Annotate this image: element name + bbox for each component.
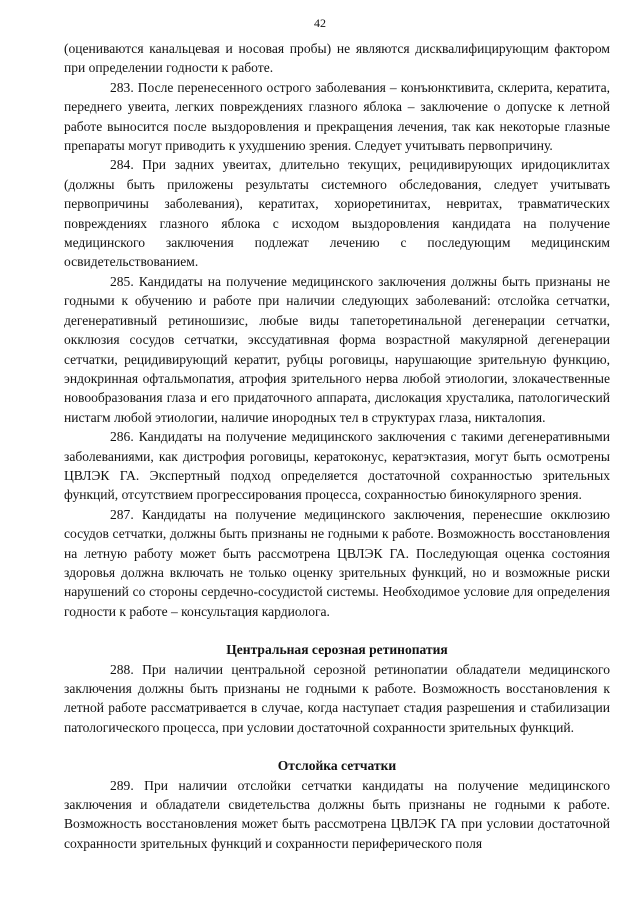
paragraph-283: 283. После перенесенного острого заболевания – конъюнктивита, склерита, кератита, переднего увеита, легких повреждениях глазного яблока – заключение о допуске к летной работе выносится после выздоровления и прекращения лечения, так как некоторые глазные препараты могут приводить к ухудшению зрения. Следует учитывать первопричину.	[64, 79, 610, 154]
paragraph-288: 288. При наличии центральной серозной ретинопатии обладатели медицинского заключения должны быть признаны не годными к работе. Возможность восстановления к летной работе рассматривается в случае, когда наступает стадия разрешения и стабилизации патологического процесса, при условии достаточной сохранности зрительных функций.	[64, 661, 610, 735]
paragraph-289: 289. При наличии отслойки сетчатки кандидаты на получение медицинского заключения и обладатели свидетельства должны быть признаны не годными к работе. Возможность восстановления может быть рассмотрена ЦВЛЭК ГА при условии достаточной сохранности зрительных функций и сохранности периферического поля	[64, 777, 610, 851]
page-number: 42	[314, 16, 326, 30]
document-body	[64, 39, 610, 853]
paragraph-284: 284. При задних увеитах, длительно текущих, рецидивирующих иридоциклитах (должны быть приложены результаты системного обследования, следует учитывать первопричины заболевания), кератитах, хориоретинитах, невритах, травматических повреждениях глазного яблока с исходом выздоровления кандидата на получение медицинского заключения подлежат лечению с последующим медицинским освидетельствованием.	[64, 157, 610, 270]
paragraph-285: 285. Кандидаты на получение медицинского заключения должны быть признаны не годными к обучению и работе при наличии следующих заболеваний: отслойка сетчатки, дегенеративный ретиношизис, любые виды тапеторетинальной дегенерации сетчатки, окклюзия сосудов сетчатки, экссудативная форма возрастной макулярной дегенерации сетчатки, рецидивирующий кератит, рубцы роговицы, нарушающие зрительную функцию, эндокринная офтальмопатия, атрофия зрительного нерва любой этиологии, злокачественные новообразования глаза и его придаточного аппарата, дислокация хрусталика, патологический нистагм любой этиологии, наличие инородных тел в структурах глаза, никталопия.	[64, 273, 610, 425]
paragraph-continued: (оцениваются канальцевая и носовая пробы) не являются дисквалифицирующим фактором при определении годности к работе.	[64, 41, 610, 76]
paragraph-287: 287. Кандидаты на получение медицинского заключения, перенесшие окклюзию сосудов сетчатки, должны быть признаны не годными к работе. Возможность восстановления на летную работу может быть рассмотрена ЦВЛЭК ГА. Последующая оценка состояния здоровья должна включать не только оценку зрительных функций, но и возможные риски нарушений со стороны сердечно-сосудистой системы. Необходимое условие для определения годности к работе – консультация кардиолога.	[64, 506, 610, 619]
paragraph-286: 286. Кандидаты на получение медицинского заключения с такими дегенеративными заболеваниями, как дистрофия роговицы, кератоконус, кератэктазия, могут быть осмотрены ЦВЛЭК ГА. Экспертный подход определяется достаточной сохранностью зрительных функций, отсутствием прогрессирования процесса, сохранностью бинокулярного зрения.	[64, 429, 610, 503]
section-heading-retinal-detachment: Отслойка сетчатки	[277, 758, 397, 774]
section-heading-central-serous-retinopathy: Центральная серозная ретинопатия	[226, 642, 448, 658]
